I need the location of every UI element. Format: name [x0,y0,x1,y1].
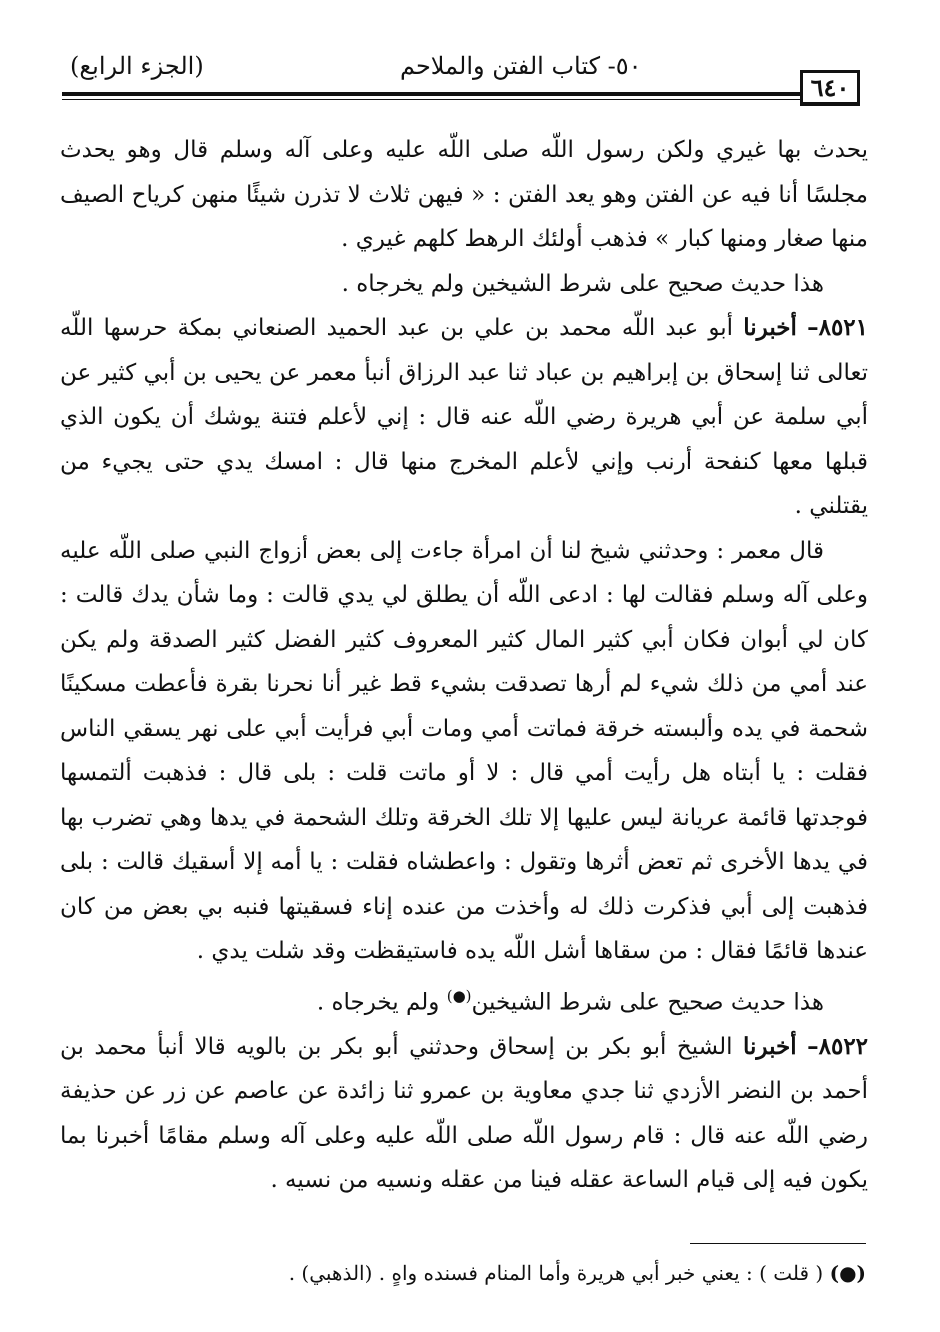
page-number: ٦٤٠ [800,70,860,106]
header-rule-thick [62,92,800,96]
hadith-lead-word: أخبرنا [743,314,797,341]
hadith-8522 [60,1025,868,1203]
verdict-text: هذا حديث صحيح على شرط الشيخين [471,989,824,1016]
verdict-text-end: ولم يخرجاه . [316,989,447,1016]
hadith-number: ٨٥٢٢– [807,1032,869,1060]
paragraph-mamar-story: قال معمر : وحدثني شيخ لنا أن امرأة جاءت إلى بعض أزواج النبي صلى اللّه عليه وعلى آله وسلم فقالت لها : ادعى اللّه أن يطلق لي يدي قالت : وما شأن يدك قالت : كان لي أبوان فكان أبي كثير المال كثير المعروف كثير الفضل كثير الصدقة ولم يكن عند أمي من ذلك شيء لم أرها تصدقت بشيء قط غير أنا نحرنا بقرة فأعطت مسكينًا شحمة في يده وألبسته خرقة فماتت أمي ومات أبي فرأيت أبي على نهر يسقي الناس فقلت : يا أبتاه هل رأيت أمي قال : لا أو ماتت قلت : بلى قال : فذهبت ألتمسها فوجدتها قائمة عريانة ليس عليها إلا تلك الخرقة وتلك الشحمة في يدها وهي تضرب بها في يدها الأخرى ثم تعض أثرها وتقول : واعطشاه فقلت : يا أمه إلا أسقيك قالت : بلى فذهبت إلى أبي فذكرت ذلك له وأخذت من عنده إناء فسقيتها فنبه بي بعض من كان عندها قائمًا فقال : من سقاها أشل اللّه يده فاستيقظت وقد شلت يدي . [60,537,868,964]
footnote-mark: (●) [829,1261,866,1285]
hadith-text: أبو عبد اللّه محمد بن علي بن عبد الحميد الصنعاني بمكة حرسها اللّه تعالى ثنا إسحاق بن إبراهيم بن عباد ثنا عبد الرزاق أنبأ معمر عن يحيى بن أبي كثير عن أبي سلمة عن أبي هريرة رضي اللّه عنه قال : إني لأعلم فتنة يوشك أن يكون الذي قبلها معها كنفحة أرنب وإني لأعلم المخرج منها قال : امسك يدي حتى يجيء من يقتلني . [60,315,868,519]
paragraph-verdict: هذا حديث صحيح على شرط الشيخين ولم يخرجاه . [341,270,824,297]
footnote [200,1256,866,1290]
hadith-8521 [60,306,868,529]
main-text [60,128,868,1203]
running-head-volume: (الجزء الرابع) [70,52,204,80]
footnote-separator [690,1243,866,1244]
footnote-reference-mark[interactable]: (●) [446,986,472,1005]
running-head-book-title: ٥٠- كتاب الفتن والملاحم [400,52,642,80]
header-rule-thin [62,99,800,100]
page-header [60,48,868,88]
paragraph-verdict-with-note [60,974,868,1025]
hadith-number: ٨٥٢١– [807,314,869,341]
paragraph-continuation: يحدث بها غيري ولكن رسول اللّه صلى اللّه عليه وعلى آله وسلم قال وهو يحدث مجلسًا أنا فيه عن الفتن وهو يعد الفتن : « فيهن ثلاث لا تذرن شيئًا منهن كرياح الصيف منها صغار ومنها كبار » فذهب أولئك الرهط كلهم غيري . [60,137,868,252]
footnote-text: ( قلت ) : يعني خبر أبي هريرة وأما المنام فسنده واهٍ . (الذهبي) . [288,1261,824,1285]
hadith-text: الشيخ أبو بكر بن إسحاق وحدثني أبو بكر بن بالويه قالا أنبأ محمد بن أحمد بن النضر الأزدي ثنا جدي معاوية بن عمرو ثنا زائدة عن عاصم عن زر عن حذيفة رضي اللّه عنه قال : قام رسول اللّه صلى اللّه عليه وعلى آله وسلم مقامًا أخبرنا بما يكون فيه إلى قيام الساعة عقله فينا من عقله ونسيه من نسيه . [60,1033,868,1194]
hadith-lead-word: أخبرنا [743,1032,797,1060]
